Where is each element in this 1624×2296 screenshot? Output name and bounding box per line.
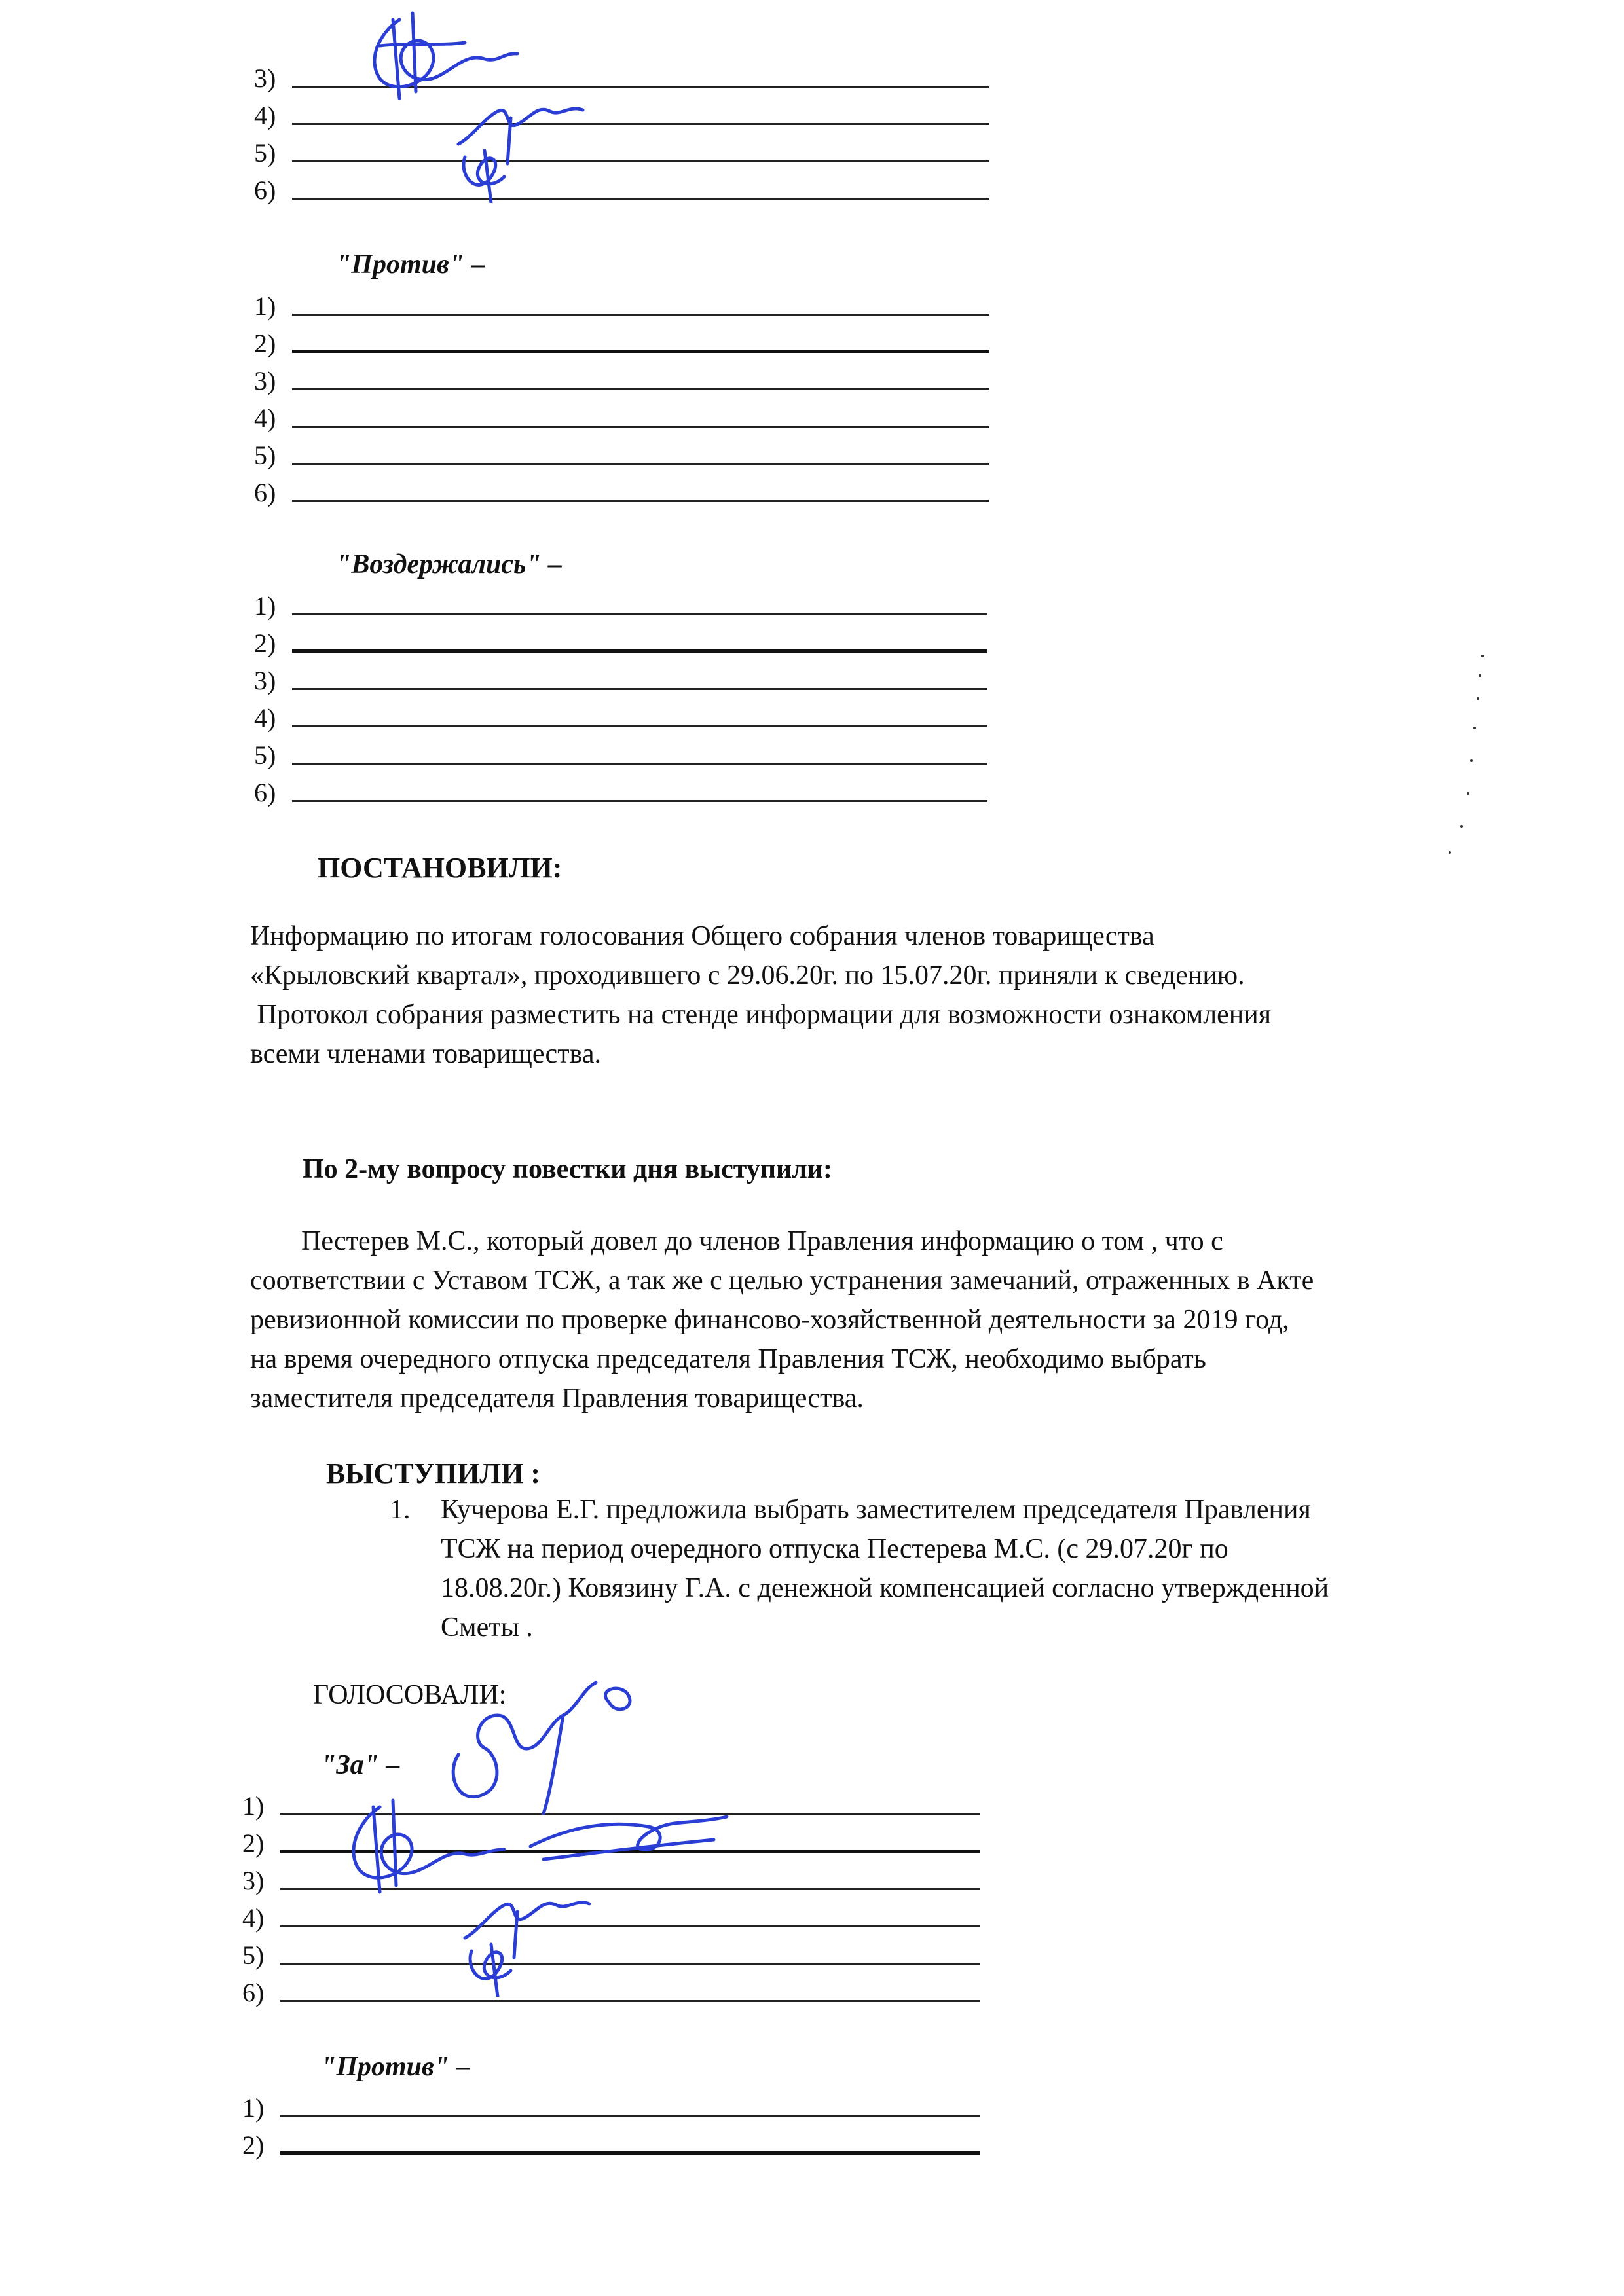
- signature-icon: [445, 92, 602, 203]
- vote-line: 5): [254, 440, 288, 471]
- vote-line: 1): [254, 291, 288, 322]
- vote-line: 4): [254, 702, 288, 734]
- vote-line: 6): [242, 1977, 276, 2009]
- text-line: Протокол собрания разместить на стенде информации для возможности ознакомления: [250, 1000, 1272, 1030]
- text-line: соответствии с Уставом ТСЖ, а так же с целью устранения замечаний, отраженных в Акте: [250, 1266, 1314, 1296]
- resolution-heading: ПОСТАНОВИЛИ:: [318, 852, 563, 884]
- list-number: 1.: [390, 1495, 411, 1525]
- vote-line: 6): [254, 777, 288, 809]
- text-line: Пестерев М.С., который довел до членов Правления информацию о том , что с: [301, 1226, 1223, 1256]
- question2-text: [250, 1222, 1527, 1418]
- vote-line: 6): [254, 477, 288, 509]
- vote-line: 4): [242, 1903, 276, 1934]
- vote-line: 3): [242, 1865, 276, 1897]
- text-line: Информацию по итогам голосования Общего собрания членов товарищества: [250, 921, 1154, 951]
- resolution-text: [250, 917, 1527, 1074]
- speakers-item: [390, 1490, 1536, 1647]
- vote-line: 1): [242, 1791, 276, 1822]
- text-line: всеми членами товарищества.: [250, 1039, 601, 1069]
- voting-heading: ГОЛОСОВАЛИ:: [313, 1680, 507, 1710]
- vote-line: 6): [254, 175, 288, 206]
- vote-line: 3): [254, 63, 288, 94]
- text-line: «Крыловский квартал», проходившего с 29.06.20г. по 15.07.20г. приняли к сведению.: [250, 960, 1245, 991]
- signature-icon: [452, 1886, 609, 1997]
- vote-line: 2): [242, 2130, 276, 2161]
- vote-line: 5): [254, 740, 288, 771]
- vote-line: 4): [254, 100, 288, 132]
- against-label-2: "Против" –: [321, 2052, 470, 2082]
- against-label: "Против" –: [336, 249, 485, 280]
- vote-line: 3): [254, 665, 288, 697]
- speakers-heading: ВЫСТУПИЛИ :: [326, 1457, 541, 1489]
- vote-line: 5): [254, 137, 288, 169]
- vote-line: 1): [242, 2092, 276, 2124]
- text-line: на время очередного отпуска председателя Правления ТСЖ, необходимо выбрать: [250, 1344, 1206, 1374]
- text-line: Сметы .: [441, 1613, 533, 1643]
- text-line: ТСЖ на период очередного отпуска Пестерева М.С. (с 29.07.20г по: [441, 1534, 1228, 1564]
- for-label: "За" –: [321, 1750, 400, 1780]
- vote-line: 2): [254, 328, 288, 359]
- vote-line: 1): [254, 591, 288, 622]
- abstain-label: "Воздержались" –: [336, 549, 563, 579]
- text-line: Кучерова Е.Г. предложила выбрать заместителем председателя Правления: [441, 1495, 1311, 1525]
- text-line: 18.08.20г.) Ковязину Г.А. с денежной компенсацией согласно утвержденной: [441, 1573, 1329, 1603]
- vote-line: 5): [242, 1940, 276, 1971]
- question2-heading: По 2-му вопросу повестки дня выступили:: [303, 1154, 832, 1184]
- signature-icon: [354, 7, 537, 105]
- text-line: заместителя председателя Правления товарищества.: [250, 1383, 864, 1413]
- signature-icon: [327, 1794, 517, 1899]
- vote-line: 2): [242, 1828, 276, 1859]
- signature-icon: [517, 1807, 733, 1866]
- text-line: ревизионной комиссии по проверке финансово-хозяйственной деятельности за 2019 год,: [250, 1305, 1289, 1335]
- vote-line: 2): [254, 628, 288, 659]
- vote-line: 3): [254, 365, 288, 397]
- vote-line: 4): [254, 403, 288, 434]
